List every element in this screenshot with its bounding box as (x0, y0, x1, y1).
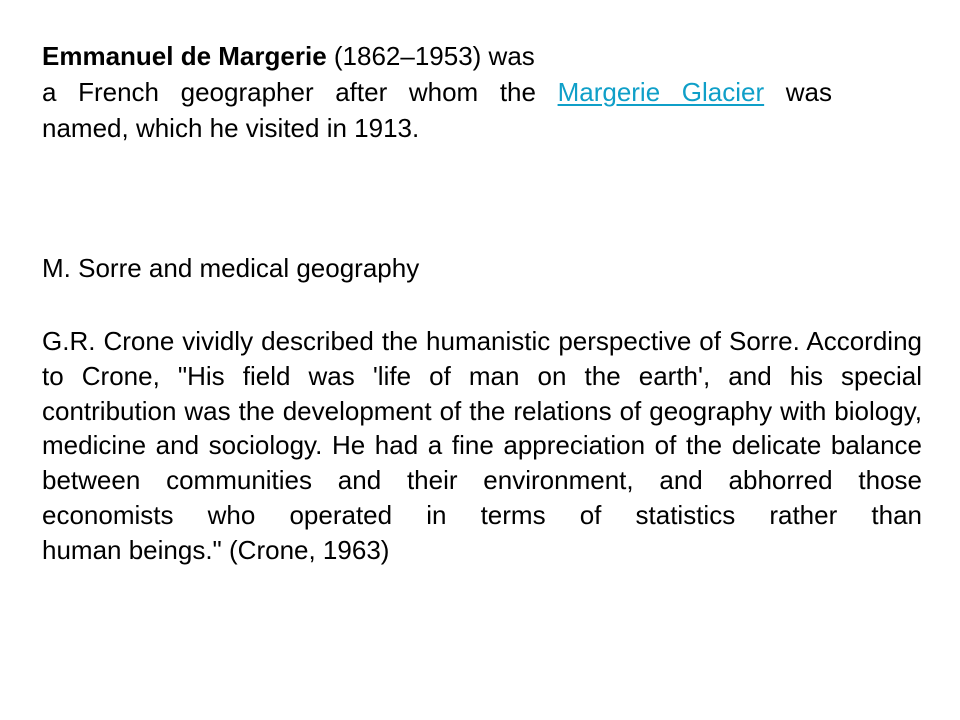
quote-body: G.R. Crone vividly described the humanistic perspective of Sorre. According to Crone, "His field was 'life of man on the earth', and his special contribution was the development of the relations of geography with biology, medicine and sociology. He had a fine appreciation of the delicate balance between communities and their environment, and abhorred those economists who operated in terms of statistics rather than (42, 326, 922, 530)
intro-line-2-suffix: was (764, 77, 832, 107)
quote-paragraph (42, 324, 922, 568)
quote-citation-line: human beings." (Crone, 1963) (42, 534, 390, 565)
margerie-glacier-link[interactable]: Margerie Glacier (557, 77, 765, 107)
person-dates: (1862–1953) was (326, 41, 535, 71)
person-name: Emmanuel de Margerie (42, 41, 327, 71)
intro-line-2-prefix: a French geographer after whom the (42, 77, 558, 107)
intro-paragraph (42, 38, 922, 146)
intro-line-1 (42, 38, 922, 74)
intro-line-2 (42, 74, 832, 110)
section-title: M. Sorre and medical geography (42, 253, 420, 283)
slide-content (42, 38, 922, 565)
intro-line-3: named, which he visited in 1913. (42, 113, 420, 143)
